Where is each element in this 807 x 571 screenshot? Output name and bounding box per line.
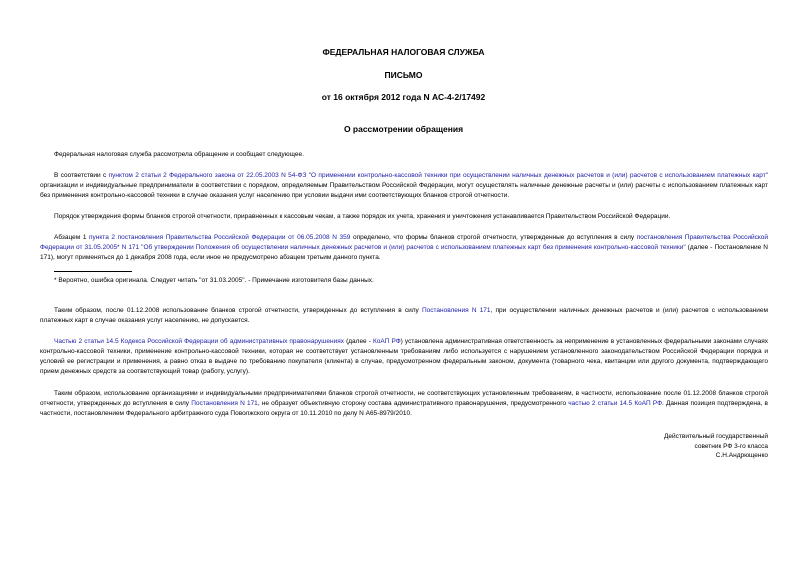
- signature-block: [528, 432, 768, 461]
- resolution-171-link[interactable]: Постановления N 171: [421, 307, 491, 314]
- koap-article-link[interactable]: Частью 2 статьи 14.5 Кодекса Российской Федерации об административных правонарушениях: [54, 338, 344, 345]
- paragraph-text: , не образует объективную сторону состава административного правонарушения, предусмотренного: [257, 400, 569, 407]
- koap-article-link[interactable]: частью 2 статьи 14.5 КоАП РФ: [568, 400, 663, 407]
- footnote: [40, 276, 768, 286]
- paragraph-text: определено, что формы бланков строгой отчетности, утвержденные до вступления в силу: [350, 234, 637, 241]
- koap-link[interactable]: КоАП РФ: [373, 338, 401, 345]
- paragraph-koap: [40, 337, 768, 377]
- paragraph-text: Таким образом, использование организациями и индивидуальными предпринимателями бланков строгой отчетности, не соответствующих установленным требованиям, в частности, использование после 01.12.2008 бланков строгой отчетности, утвержденных до вступления в силу: [40, 390, 768, 407]
- document-subject: О рассмотрении обращения: [343, 124, 464, 134]
- paragraph-text: Абзацем 1: [54, 234, 90, 241]
- paragraph-text: организации и индивидуальные предприниматели в соответствии с порядком, определяемым Правительством Российской Федерации, могут осуществлять наличные денежные расчеты и (или) расчеты с использованием платежных карт без применения контрольно-кассовой техники в случае оказания услуг населению при условии выдачи ими соответствующих бланков строгой отчетности.: [40, 182, 768, 199]
- resolution-359-link[interactable]: пункта 2 постановления Правительства Российской Федерации от 06.05.2008 N 359: [89, 234, 351, 241]
- agency-heading: ФЕДЕРАЛЬНАЯ НАЛОГОВАЯ СЛУЖБА: [322, 47, 485, 57]
- document-type: ПИСЬМО: [384, 70, 423, 80]
- paragraph-conclusion-1: [40, 306, 768, 326]
- paragraph-text: . Данная позиция подтверждена, в частности, постановлением Федерального арбитражного суда Поволжского округа от 10.11.2010 по делу N А65-8979/2010.: [40, 400, 768, 417]
- resolution-171-link[interactable]: Постановления N 171: [191, 400, 258, 407]
- paragraph-text: ) установлена административная ответственность за неприменение в установленных федеральными законами случаях контрольно-кассовой техники, применение контрольно-кассовой техники, которая не соответствует установленным требованиям либо используется с нарушением установленного законодательством Российской Федерации порядка и условий ее регистрации и применения, а равно отказ в выдаче по требованию покупателя (клиента) в случае, предусмотренном федеральным законом, документа (товарного чека, квитанции или другого документа, подтверждающего прием денежных средств за соответствующий товар (работу, услугу).: [40, 338, 768, 375]
- document-date-number: от 16 октября 2012 года N АС-4-2/17492: [321, 92, 486, 102]
- paragraph-text: Таким образом, после 01.12.2008 использование бланков строгой отчетности, утвержденных до вступления в силу: [54, 307, 422, 314]
- paragraph-resolution-359: [40, 233, 768, 263]
- paragraph-intro: [40, 150, 768, 160]
- paragraph-procedure: [40, 212, 768, 222]
- paragraph-text: (далее - Постановление N 171), могут применяться до 1 декабря 2008 года, если иное не предусмотрено абзацем третьим данного пункта.: [40, 244, 768, 261]
- paragraph-legal-basis: [40, 171, 768, 201]
- paragraph-text: , при осуществлении наличных денежных расчетов и (или) расчетов с использованием платежных карт в случае оказания услуг населению, не допускается.: [40, 307, 768, 324]
- law-54fz-link[interactable]: пунктом 2 статьи 2 Федерального закона от 22.05.2003 N 54-ФЗ "О применении контрольно-кассовой техники при осуществлении наличных денежных расчетов и (или) расчетов с использованием платежных карт": [108, 172, 769, 179]
- signature-rank: советник РФ 3-го класса: [694, 442, 768, 450]
- footnote-text: * Вероятно, ошибка оригинала. Следует читать "от 31.03.2005". - Примечание изготовителя базы данных.: [54, 277, 374, 284]
- resolution-171-link[interactable]: постановления Правительства Российской Федерации от 31.05.2005* N 171 "Об утверждении Положения об осуществлении наличных денежных расчетов и (или) расчетов с использованием платежных карт без применения контрольно-кассовой техники": [40, 234, 768, 251]
- footnote-divider: [54, 271, 132, 272]
- paragraph-text: (далее -: [343, 338, 374, 345]
- paragraph-text: В соответствии с: [54, 172, 109, 179]
- paragraph-text: Порядок утверждения формы бланков строгой отчетности, приравненных к кассовым чекам, а также порядок их учета, хранения и уничтожения устанавливается Правительством Российской Федерации.: [54, 213, 671, 220]
- paragraph-conclusion-2: [40, 389, 768, 419]
- signature-name: С.Н.Андрющенко: [715, 452, 768, 459]
- signature-title: Действительный государственный: [664, 433, 768, 440]
- paragraph-text: Федеральная налоговая служба рассмотрела обращение и сообщает следующее.: [54, 151, 304, 158]
